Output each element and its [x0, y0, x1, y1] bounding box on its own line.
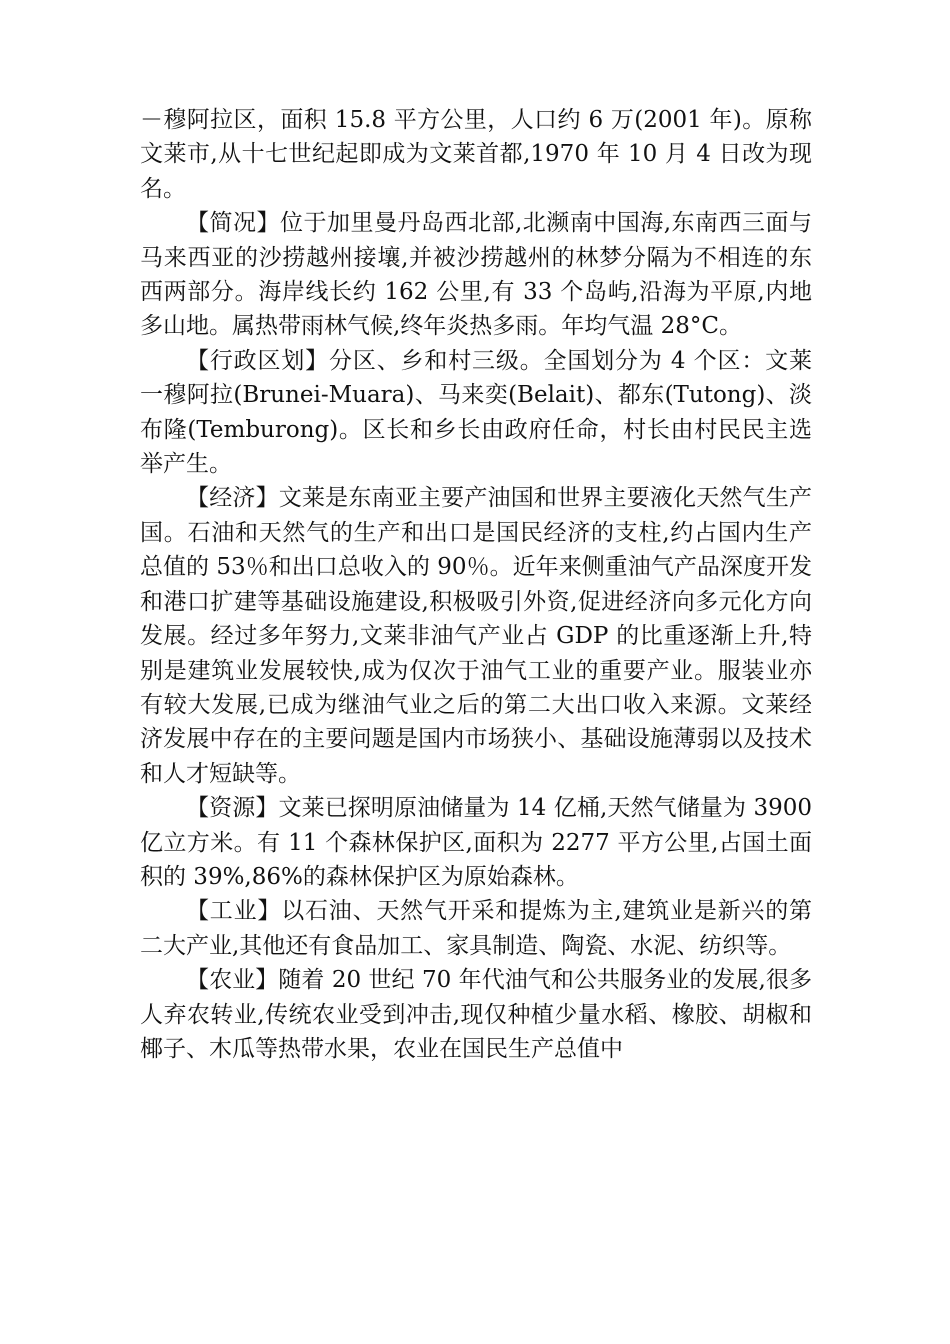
- section-label-administrative-divisions: 【行政区划】: [186, 347, 330, 374]
- paragraph-text: －穆阿拉区，面积 15.8 平方公里，人口约 6 万(2001 年)。原称文莱市,从十七世纪起即成为文莱首都,1970 年 10 月 4 日改为现名。: [140, 107, 812, 202]
- paragraph-overview: [140, 206, 812, 344]
- paragraph-capital-intro: [140, 103, 812, 206]
- paragraph-text: 随着 20 世纪 70 年代油气和公共服务业的发展,很多人弃农转业,传统农业受到冲击,现仅种植少量水稻、橡胶、胡椒和椰子、木瓜等热带水果，农业在国民生产总值中: [140, 967, 813, 1062]
- paragraph-industry: [140, 894, 812, 963]
- paragraph-economy: [140, 481, 812, 791]
- section-label-agriculture: 【农业】: [186, 967, 279, 994]
- paragraph-administrative-divisions: [140, 344, 812, 482]
- document-body: [140, 103, 812, 1066]
- section-label-overview: 【简况】: [186, 210, 280, 237]
- paragraph-text: 位于加里曼丹岛西北部,北濒南中国海,东南西三面与马来西亚的沙捞越州接壤,并被沙捞越州的林梦分隔为不相连的东西两部分。海岸线长约 162 公里,有 33 个岛屿,沿海为平原,内地多山地。属热带雨林气候,终年炎热多雨。年均气温 28°C。: [140, 210, 812, 340]
- paragraph-text: 文莱已探明原油储量为 14 亿桶,天然气储量为 3900 亿立方米。有 11 个森林保护区,面积为 2277 平方公里,占国土面积的 39%,86%的森林保护区为原始森林。: [140, 795, 813, 890]
- section-label-economy: 【经济】: [186, 485, 279, 512]
- paragraph-agriculture: [140, 963, 812, 1066]
- paragraph-resources: [140, 791, 812, 894]
- paragraph-text: 分区、乡和村三级。全国划分为 4 个区：文莱一穆阿拉(Brunei-Muara)、马来奕(Belait)、都东(Tutong)、淡布隆(Temburong)。区长和乡长由政府任命，村长由村民民主选举产生。: [140, 347, 812, 478]
- paragraph-text: 以石油、天然气开采和提炼为主,建筑业是新兴的第二大产业,其他还有食品加工、家具制造、陶瓷、水泥、纺织等。: [140, 898, 813, 959]
- section-label-resources: 【资源】: [186, 795, 279, 822]
- section-label-industry: 【工业】: [186, 898, 282, 925]
- paragraph-text: 文莱是东南亚主要产油国和世界主要液化天然气生产国。石油和天然气的生产和出口是国民经济的支柱,约占国内生产总值的 53％和出口总收入的 90％。近年来侧重油气产品深度开发和港口扩建等基础设施建设,积极吸引外资,促进经济向多元化方向发展。经过多年努力,文莱非油气产业占 GDP 的比重逐渐上升,特别是建筑业发展较快,成为仅次于油气工业的重要产业。服装业亦有较大发展,已成为继油气业之后的第二大出口收入来源。文莱经济发展中存在的主要问题是国内市场狭小、基础设施薄弱以及技术和人才短缺等。: [140, 485, 813, 787]
